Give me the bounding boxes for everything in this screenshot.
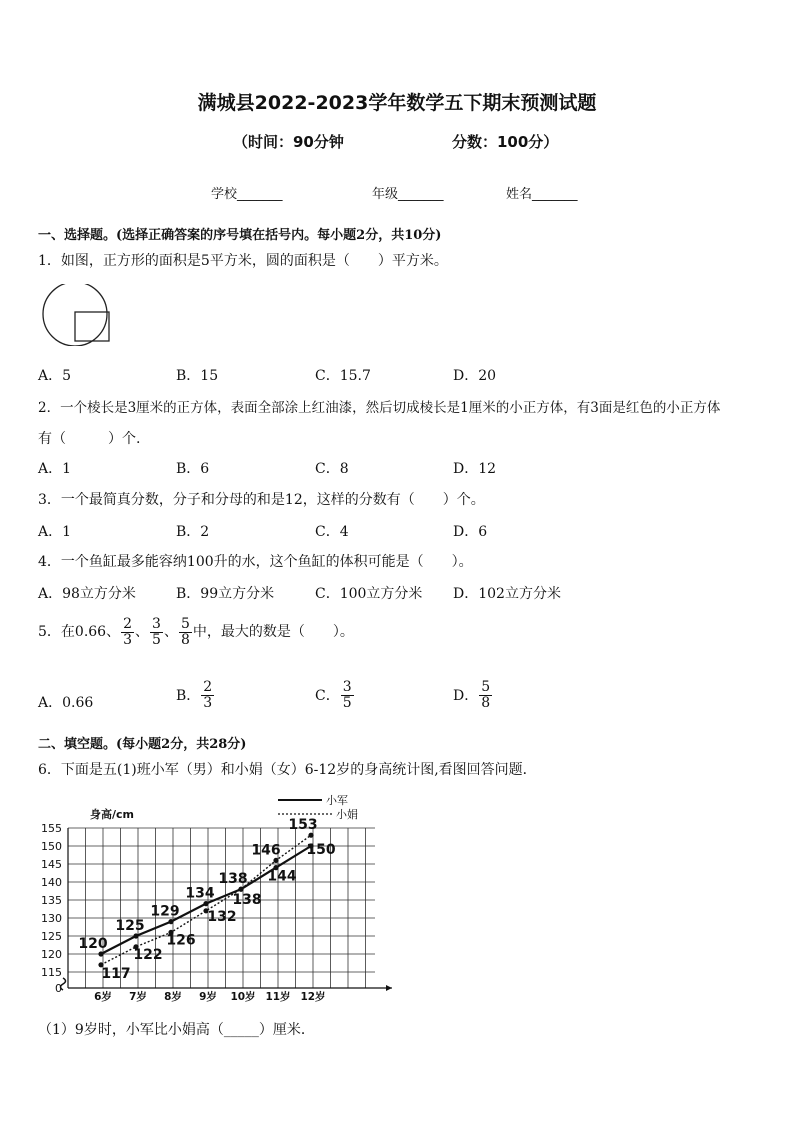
q2-option-c: C．8 [315,461,349,477]
y-tick-label: 150 [41,840,62,853]
y-tick-label: 0 [55,982,62,995]
data-label-xiaojuan: 146 [251,842,281,859]
q5-sep-2: 、 [163,624,178,641]
data-label-xiaojuan: 132 [207,908,237,925]
data-label-xiaojuan: 153 [288,817,318,834]
x-tick-label: 11岁 [265,991,291,1003]
circle-square-figure [40,284,116,346]
q1-option-c: C．15.7 [315,368,371,384]
q5-option-d: D． $\frac{5}{8}$ [453,679,491,711]
page-title: 满城县2022-2023学年数学五下期末预测试题 [197,92,597,114]
data-label-xiaojuan: 117 [101,965,131,982]
x-tick-label: 12岁 [300,991,326,1003]
q3-option-b: B．2 [176,524,210,540]
data-label-xiaojun: 120 [78,936,108,952]
data-label-xiaojun: 129 [150,903,180,920]
x-tick-label: 6岁 [94,991,112,1003]
q3-option-a: A．1 [38,524,72,540]
y-axis-label: 身高/cm [90,808,134,821]
point-xiaojun [133,933,138,938]
section2-heading: 二、填空题。(每小题2分，共28分) [38,737,247,752]
exam-time: （时间：90分钟 [233,133,344,151]
data-label-xiaojuan: 122 [133,946,163,963]
fraction-3-5: $\frac{3}{5}$ [152,616,161,648]
q3-option-d: D．6 [453,524,488,540]
y-tick-label: 140 [41,876,62,889]
q5-option-a: A．0.66 [38,695,94,711]
point-xiaojun [203,901,208,906]
question-4: 4．一个鱼缸最多能容纳100升的水，这个鱼缸的体积可能是（ ）。 [38,554,473,570]
question-3: 3．一个最简真分数，分子和分母的和是12，这样的分数有（ ）个。 [38,492,485,508]
q1-option-b: B．15 [176,368,219,384]
q5-sep-1: 、 [135,624,150,641]
point-xiaojuan [238,887,243,892]
q4-option-a: A．98立方分米 [38,586,136,602]
exam-score: 分数：100分） [452,133,559,151]
section1-heading: 一、选择题。(选择正确答案的序号填在括号内。每小题2分，共10分) [38,228,442,243]
q5-option-c: C． $\frac{3}{5}$ [315,679,352,711]
q2-option-d: D．12 [453,461,497,477]
name-field: 姓名_______ [506,187,578,202]
q5-suffix: 中，最大的数是（ ）。 [192,624,354,641]
question-2-line2: 有（ ）个. [38,431,141,447]
x-tick-label: 7岁 [129,991,147,1003]
y-tick-label: 125 [41,930,62,943]
y-tick-label: 120 [41,948,62,961]
y-tick-label: 115 [41,966,62,979]
q2-option-b: B．6 [176,461,210,477]
point-xiaojuan [308,833,313,838]
q4-option-d: D．102立方分米 [453,586,561,602]
question-1: 1．如图，正方形的面积是5平方米，圆的面积是（ ）平方米。 [38,253,448,269]
q4-option-b: B．99立方分米 [176,586,275,602]
question-6: 6．下面是五(1)班小军（男）和小娟（女）6-12岁的身高统计图,看图回答问题． [38,762,537,778]
data-label-xiaojun: 134 [185,885,215,902]
q1-option-d: D．20 [453,368,497,384]
q2-option-a: A．1 [38,461,72,477]
school-field: 学校_______ [211,187,283,202]
data-label-xiaojuan: 138 [232,892,262,909]
y-tick-label: 155 [41,822,62,835]
legend-label-xiaojun: 小军 [326,794,348,807]
point-xiaojuan [273,858,278,863]
question-5 [38,617,354,647]
legend-label-xiaojuan: 小娟 [336,808,358,821]
y-tick-label: 135 [41,894,62,907]
q1-option-a: A．5 [38,368,72,384]
data-label-xiaojun: 144 [267,868,297,885]
data-label-xiaojun: 138 [218,871,248,888]
data-label-xiaojun: 150 [306,842,336,858]
q4-option-c: C．100立方分米 [315,586,423,602]
point-xiaojun [168,919,173,924]
x-tick-label: 10岁 [230,991,256,1003]
x-tick-label: 9岁 [199,991,217,1003]
x-axis-arrow [386,985,392,991]
y-tick-label: 130 [41,912,62,925]
data-label-xiaojuan: 126 [166,932,196,949]
question-6-sub1: （1）9岁时，小军比小娟高（_____）厘米． [38,1022,315,1038]
grade-field: 年级_______ [372,187,444,202]
q3-option-c: C．4 [315,524,349,540]
x-tick-label: 8岁 [164,991,182,1003]
question-2-line1: 2．一个棱长是3厘米的正方体，表面全部涂上红油漆，然后切成棱长是1厘米的小正方体，有3面是红色的小正方体 [38,400,721,416]
height-line-chart [30,790,400,1005]
q5-prefix: 5．在0.66、 [38,624,121,641]
y-tick-label: 145 [41,858,62,871]
fraction-5-8: $\frac{5}{8}$ [180,616,190,648]
fraction-2-3: $\frac{2}{3}$ [123,616,133,648]
q5-option-b: B． $\frac{2}{3}$ [176,679,213,711]
data-label-xiaojun: 125 [115,918,145,934]
point-xiaojun [98,951,103,956]
